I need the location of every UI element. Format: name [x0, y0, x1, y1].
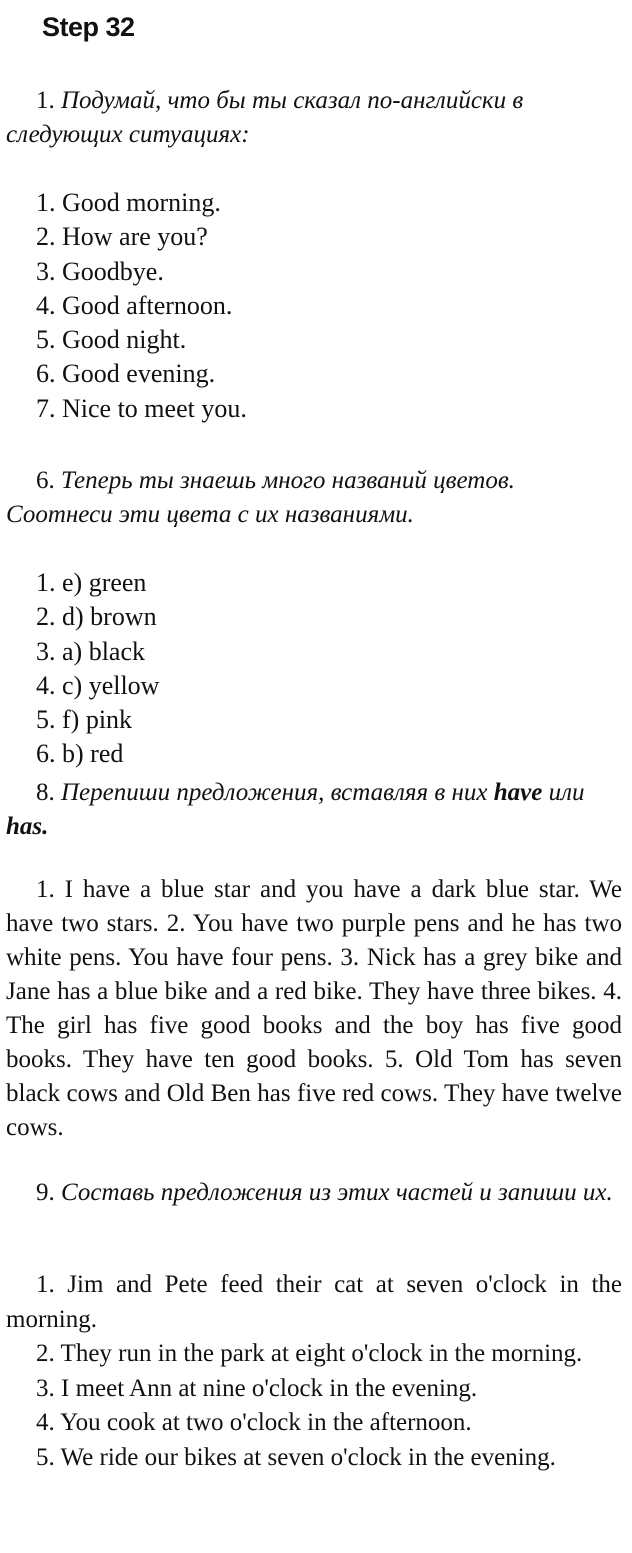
task-8-word-have: have: [493, 779, 543, 806]
list-item: 1. Good morning.: [36, 188, 221, 217]
task-8-connector: или: [548, 779, 585, 806]
list-item: 3. I meet Ann at nine o'clock in the evening.: [36, 1374, 478, 1402]
list-item: 3. Goodbye.: [36, 256, 164, 286]
list-item: 1. Jim and Pete feed their cat at seven o'clock in the morning.: [6, 1271, 622, 1333]
task-1-number: 1.: [36, 87, 55, 114]
list-item: 5. f) pink: [36, 705, 133, 735]
task-8-word-has: has.: [6, 813, 49, 840]
task-9-answers: [6, 1268, 622, 1475]
page-title: Step 32: [42, 12, 135, 42]
task-8-text: Перепиши предложения, вставляя в них: [61, 779, 488, 806]
list-item: 1. e) green: [36, 568, 147, 597]
task-8-number: 8.: [36, 779, 55, 806]
task-6-instruction: [6, 464, 622, 532]
list-item: 7. Nice to meet you.: [36, 393, 247, 423]
task-1-text: Подумай, что бы ты сказал по-английски в следующих ситуациях:: [6, 87, 524, 148]
task-6-text: Теперь ты знаешь много названий цветов. Соотнеси эти цвета с их названиями.: [6, 467, 515, 528]
list-item: 6. b) red: [36, 739, 124, 769]
list-item: 2. They run in the park at eight o'clock in the morning.: [36, 1340, 583, 1367]
list-item: 3. a) black: [36, 636, 146, 666]
list-item: 6. Good evening.: [36, 359, 216, 389]
task-9-instruction: [6, 1176, 622, 1210]
list-item: 4. Good afternoon.: [36, 290, 233, 320]
task-9-number: 9.: [36, 1179, 55, 1206]
list-item: 4. You cook at two o'clock in the afternoon.: [36, 1409, 472, 1436]
list-item: 2. d) brown: [36, 602, 157, 632]
list-item: 2. How are you?: [36, 222, 208, 252]
task-8-instruction: [6, 776, 622, 844]
list-item: 5. Good night.: [36, 325, 187, 355]
task-8-answer: [6, 873, 622, 1145]
list-item: 4. c) yellow: [36, 670, 160, 700]
list-item: 5. We ride our bikes at seven o'clock in the evening.: [36, 1443, 556, 1471]
task-9-text: Составь предложения из этих частей и запиши их.: [61, 1179, 613, 1206]
answer-paragraph: 1. I have a blue star and you have a dark blue star. We have two stars. 2. You have two purple pens and he has two white pens. You have four pens. 3. Nick has a grey bike and Jane has a blue bike and a red bike. They have three bikes. 4. The girl has five good books and the boy has five good books. They have ten good books. 5. Old Tom has seven black cows and Old Ben has five red cows. They have twelve cows.: [6, 876, 622, 1141]
task-1-answers: [36, 186, 247, 426]
task-6-number: 6.: [36, 467, 55, 494]
task-1-instruction: [6, 84, 622, 152]
task-6-answers: [36, 566, 159, 772]
